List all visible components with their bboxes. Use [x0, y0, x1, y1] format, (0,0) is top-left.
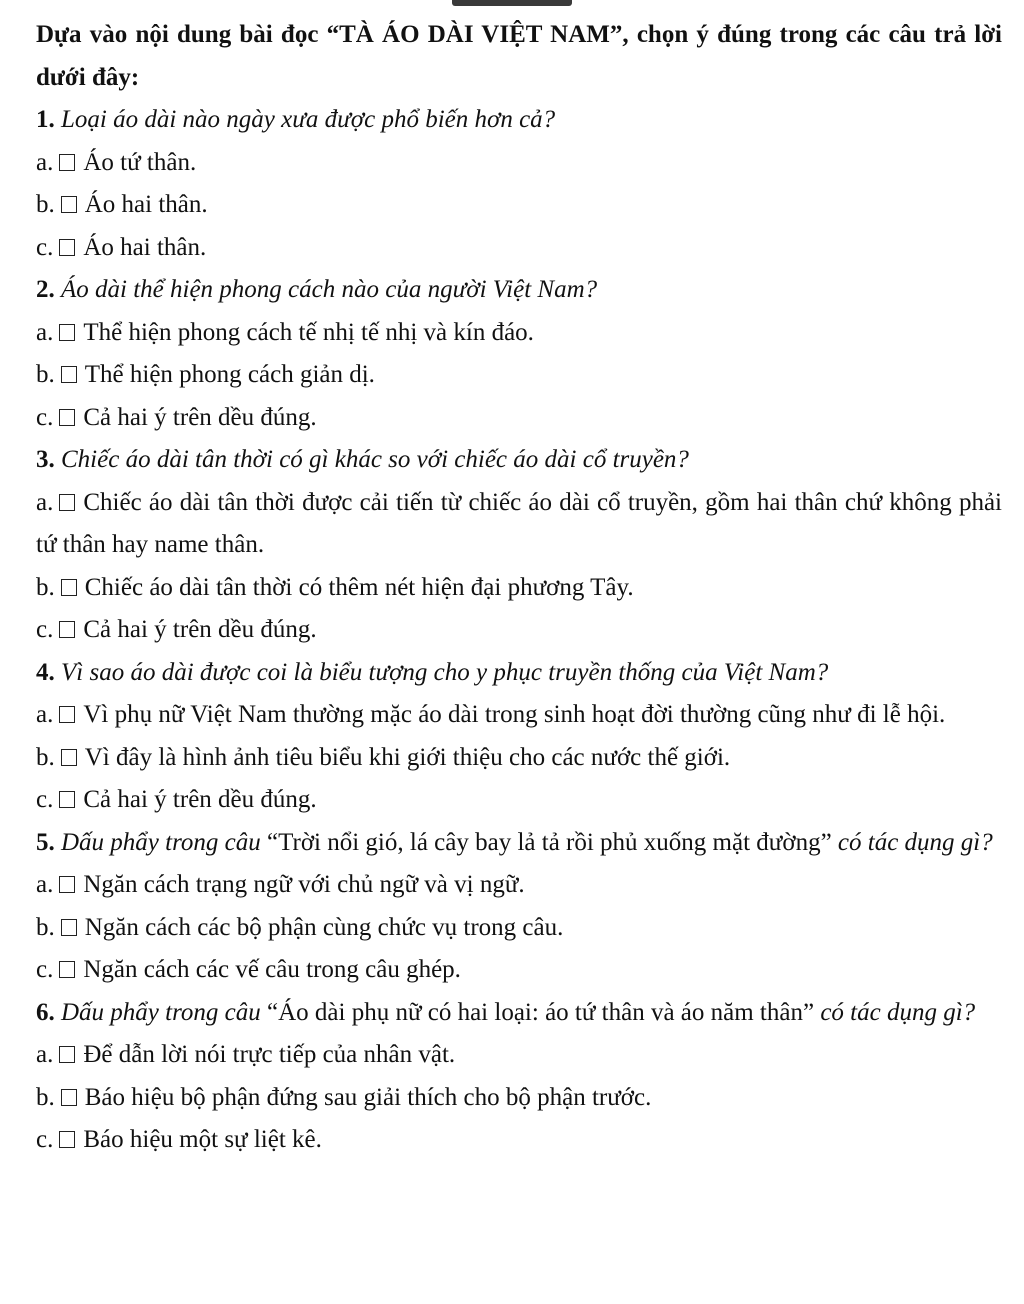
checkbox[interactable] — [59, 1131, 75, 1148]
question-number: 3. — [36, 446, 55, 473]
option-letter: c. — [36, 233, 54, 261]
option-letter: b. — [36, 573, 55, 601]
option-text: Để dẫn lời nói trực tiếp của nhân vật. — [83, 1041, 456, 1068]
option-text: Ngăn cách các vế câu trong câu ghép. — [83, 956, 461, 983]
question-text-lead: Dấu phẩy trong câu — [61, 828, 267, 856]
option-letter: b. — [36, 913, 55, 941]
option-letter: b. — [36, 191, 55, 218]
option-letter: a. — [36, 701, 54, 728]
option-text: Áo tứ thân. — [83, 148, 197, 176]
option-letter: b. — [36, 743, 55, 771]
question-4 — [36, 652, 1002, 695]
option-1b[interactable] — [36, 184, 1002, 227]
checkbox[interactable] — [59, 961, 75, 978]
checkbox[interactable] — [59, 324, 75, 341]
option-6a[interactable] — [36, 1034, 1002, 1077]
option-letter: b. — [36, 361, 55, 388]
checkbox[interactable] — [59, 876, 75, 893]
checkbox[interactable] — [61, 366, 77, 383]
option-text: Cả hai ý trên dều đúng. — [83, 616, 317, 643]
checkbox[interactable] — [59, 706, 75, 723]
option-letter: a. — [36, 488, 54, 516]
option-1a[interactable] — [36, 142, 1002, 185]
option-text: Báo hiệu một sự liệt kê. — [83, 1126, 322, 1153]
option-text: Cả hai ý trên dều đúng. — [83, 786, 317, 813]
question-number: 2. — [36, 276, 55, 303]
checkbox[interactable] — [59, 239, 75, 256]
option-1c[interactable] — [36, 227, 1002, 270]
option-letter: a. — [36, 871, 54, 898]
question-text: Chiếc áo dài tân thời có gì khác so với chiếc áo dài cổ truyền? — [61, 446, 689, 473]
question-number: 4. — [36, 658, 55, 686]
checkbox[interactable] — [59, 1046, 75, 1063]
option-2b[interactable] — [36, 354, 1002, 397]
option-letter: c. — [36, 403, 54, 431]
checkbox[interactable] — [59, 154, 75, 171]
question-number: 1. — [36, 106, 55, 133]
quoted-sentence: “Trời nổi gió, lá cây bay lả tả rồi phủ xuống mặt đường” — [267, 828, 832, 856]
option-text: Chiếc áo dài tân thời có thêm nét hiện đại phương Tây. — [84, 573, 634, 601]
checkbox[interactable] — [59, 409, 75, 426]
checkbox[interactable] — [61, 196, 77, 213]
question-text-tail: có tác dụng gì? — [831, 828, 993, 856]
option-4a[interactable] — [36, 694, 1002, 737]
instructions: Dựa vào nội dung bài đọc “TÀ ÁO DÀI VIỆT NAM”, chọn ý đúng trong các câu trả lời dưới đây: — [36, 21, 1002, 91]
question-text-lead: Dấu phẩy trong câu — [61, 998, 267, 1026]
top-page-edge-mark — [452, 0, 572, 6]
checkbox[interactable] — [61, 1089, 77, 1106]
option-5a[interactable] — [36, 864, 1002, 907]
option-5c[interactable] — [36, 949, 1002, 992]
question-number: 5. — [36, 828, 55, 856]
question-number: 6. — [36, 998, 55, 1026]
option-letter: c. — [36, 616, 54, 643]
checkbox[interactable] — [59, 494, 75, 511]
question-text: Áo dài thể hiện phong cách nào của người Việt Nam? — [61, 276, 598, 303]
option-letter: b. — [36, 1083, 55, 1111]
question-2 — [36, 269, 1002, 312]
option-4b[interactable] — [36, 737, 1002, 780]
option-letter: c. — [36, 1126, 54, 1153]
option-6c[interactable] — [36, 1119, 1002, 1162]
option-letter: a. — [36, 318, 54, 346]
option-text: Áo hai thân. — [84, 191, 208, 218]
quoted-sentence: “Áo dài phụ nữ có hai loại: áo tứ thân và áo năm thân” — [267, 998, 815, 1026]
question-5 — [36, 822, 1002, 865]
checkbox[interactable] — [59, 791, 75, 808]
option-letter: a. — [36, 148, 54, 176]
option-text: Thể hiện phong cách tế nhị tế nhị và kín đáo. — [83, 318, 534, 346]
checkbox[interactable] — [61, 579, 77, 596]
option-text: Vì đây là hình ảnh tiêu biểu khi giới thiệu cho các nước thế giới. — [84, 743, 731, 771]
option-text: Báo hiệu bộ phận đứng sau giải thích cho bộ phận trước. — [84, 1083, 652, 1111]
option-text: Chiếc áo dài tân thời được cải tiến từ chiếc áo dài cổ truyền, gồm hai thân chứ không phải tứ thân hay name thân. — [36, 488, 1002, 558]
option-letter: c. — [36, 786, 54, 813]
worksheet — [36, 14, 1002, 1162]
option-3a[interactable] — [36, 482, 1002, 567]
option-text: Áo hai thân. — [83, 233, 207, 261]
option-4c[interactable] — [36, 779, 1002, 822]
option-text: Ngăn cách trạng ngữ với chủ ngữ và vị ngữ. — [83, 871, 525, 898]
checkbox[interactable] — [59, 621, 75, 638]
checkbox[interactable] — [61, 919, 77, 936]
option-2c[interactable] — [36, 397, 1002, 440]
option-letter: c. — [36, 956, 54, 983]
question-text-tail: có tác dụng gì? — [814, 998, 976, 1026]
question-text: Vì sao áo dài được coi là biểu tượng cho y phục truyền thống của Việt Nam? — [61, 658, 829, 686]
option-3c[interactable] — [36, 609, 1002, 652]
option-3b[interactable] — [36, 567, 1002, 610]
option-6b[interactable] — [36, 1077, 1002, 1120]
checkbox[interactable] — [61, 749, 77, 766]
option-2a[interactable] — [36, 312, 1002, 355]
option-5b[interactable] — [36, 907, 1002, 950]
option-text: Ngăn cách các bộ phận cùng chức vụ trong câu. — [84, 913, 564, 941]
option-text: Vì phụ nữ Việt Nam thường mặc áo dài trong sinh hoạt đời thường cũng như đi lễ hội. — [83, 701, 946, 728]
question-3 — [36, 439, 1002, 482]
option-letter: a. — [36, 1041, 54, 1068]
question-text: Loại áo dài nào ngày xưa được phổ biến hơn cả? — [61, 106, 556, 133]
question-1 — [36, 99, 1002, 142]
option-text: Thể hiện phong cách giản dị. — [84, 361, 375, 388]
question-6 — [36, 992, 1002, 1035]
option-text: Cả hai ý trên dều đúng. — [83, 403, 317, 431]
